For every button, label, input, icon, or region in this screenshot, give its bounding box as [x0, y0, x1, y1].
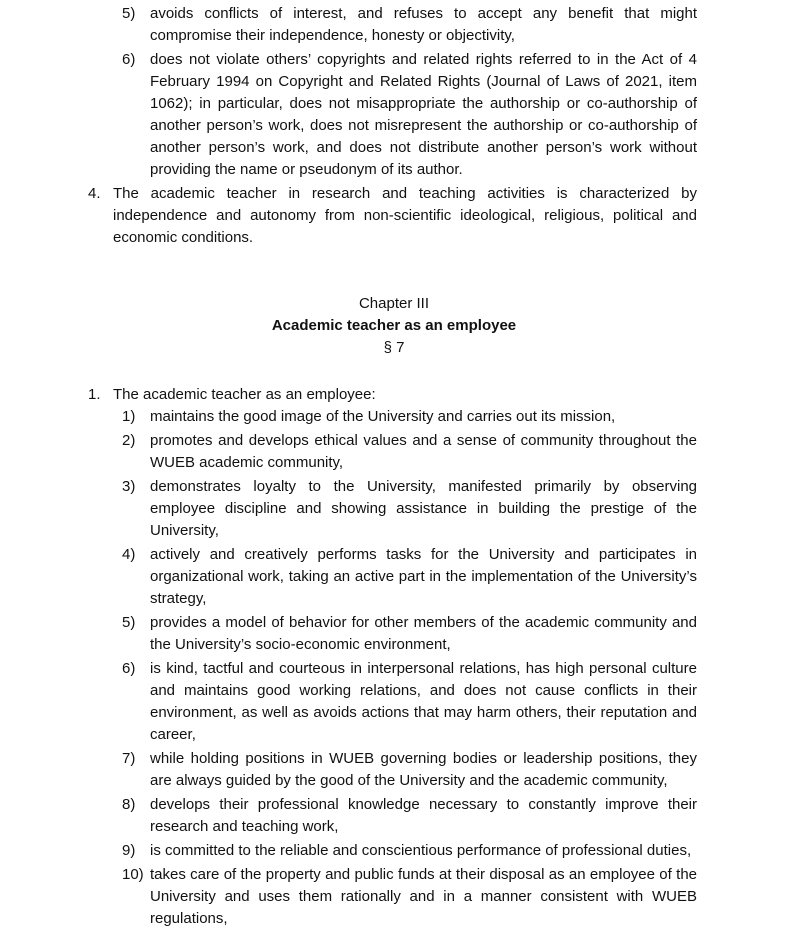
- chapter-title: Academic teacher as an employee: [271, 317, 517, 334]
- item-number: 6): [122, 660, 136, 677]
- list-item: [122, 430, 697, 474]
- point-text: The academic teacher in research and teaching activities is characterized by independence and autonomy from non-scientific ideological, religious, political and economic conditions.: [113, 185, 697, 246]
- list-item: [122, 544, 697, 610]
- item-text: promotes and develops ethical values and a sense of community throughout the WUEB academic community,: [150, 432, 697, 471]
- point-4: [88, 183, 697, 249]
- item-number: 7): [122, 750, 136, 767]
- item-number: 10): [122, 866, 144, 883]
- point-1: [88, 384, 697, 406]
- item-text: develops their professional knowledge necessary to constantly improve their research and teaching work,: [150, 796, 697, 835]
- item-text: maintains the good image of the University and carries out its mission,: [150, 408, 616, 425]
- item-text: takes care of the property and public funds at their disposal as an employee of the University and uses them rationally and in a manner consistent with WUEB regulations,: [150, 866, 697, 927]
- item-number: 9): [122, 842, 136, 859]
- item-text: is committed to the reliable and conscientious performance of professional duties,: [150, 842, 692, 859]
- point-intro: The academic teacher as an employee:: [113, 386, 376, 403]
- list-item: [122, 658, 697, 746]
- list-item: [122, 794, 697, 838]
- item-text: actively and creatively performs tasks for the University and participates in organizational work, taking an active part in the implementation of the University’s strategy,: [150, 546, 697, 607]
- item-number: 5): [122, 5, 136, 22]
- list-item: [122, 840, 697, 862]
- item-number: 4): [122, 546, 136, 563]
- item-number: 5): [122, 614, 136, 631]
- section-7-body: [0, 384, 790, 930]
- continued-list: [0, 3, 790, 181]
- item-number: 2): [122, 432, 136, 449]
- list-item: [122, 612, 697, 656]
- item-number: 6): [122, 51, 136, 68]
- item-number: 3): [122, 478, 136, 495]
- item-text: is kind, tactful and courteous in interpersonal relations, has high personal culture and maintains good working relations, and does not cause conflicts in their environment, as well as avoids actions that may harm others, their reputation and career,: [150, 660, 697, 743]
- list-item: [122, 748, 697, 792]
- item-text: does not violate others’ copyrights and related rights referred to in the Act of 4 February 1994 on Copyright and Related Rights (Journal of Laws of 2021, item 1062); in particular, does not misappropriate the authorship or co-authorship of another person’s work, does not misrepresent the authorship or co-authorship of another person’s work, and does not distribute another person’s work without providing the name or pseudonym of its author.: [150, 51, 697, 178]
- item-text: demonstrates loyalty to the University, manifested primarily by observing employee discipline and showing assistance in building the prestige of the University,: [150, 478, 697, 539]
- duties-list: [0, 406, 790, 930]
- point-number: 1.: [88, 386, 101, 403]
- item-text: provides a model of behavior for other members of the academic community and the University’s socio-economic environment,: [150, 614, 697, 653]
- item-text: avoids conflicts of interest, and refuses to accept any benefit that might compromise their independence, honesty or objectivity,: [150, 5, 697, 44]
- item-text: while holding positions in WUEB governing bodies or leadership positions, they are always guided by the good of the University and the academic community,: [150, 750, 697, 789]
- list-item: [122, 406, 697, 428]
- list-item: [122, 864, 697, 930]
- point-number: 4.: [88, 185, 101, 202]
- list-item: [122, 3, 697, 47]
- section-number: § 7: [383, 339, 405, 356]
- list-item: [122, 49, 697, 181]
- chapter-label: Chapter III: [358, 295, 430, 312]
- list-item: [122, 476, 697, 542]
- item-number: 8): [122, 796, 136, 813]
- chapter-heading: [0, 293, 790, 359]
- item-number: 1): [122, 408, 136, 425]
